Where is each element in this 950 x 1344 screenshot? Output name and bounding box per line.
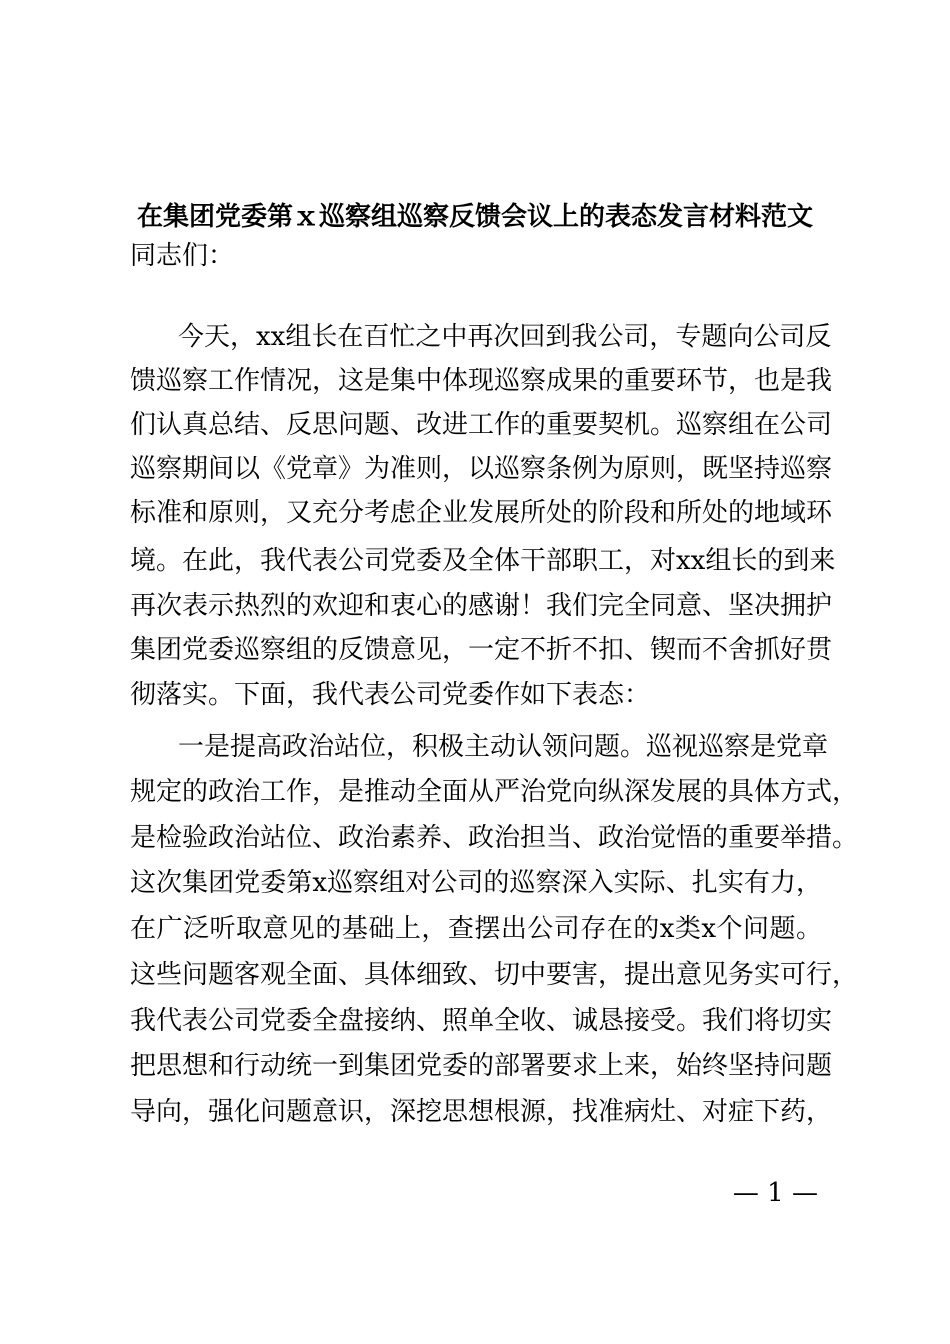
body-text-line: 是检验政治站位、政治素养、政治担当、政治觉悟的重要举措。 xyxy=(130,823,859,853)
body-text-line: 一是提高政治站位，积极主动认领问题。巡视巡察是党章 xyxy=(178,732,829,762)
body-text-line: 我代表公司党委全盘接纳、照单全收、诚恳接受。我们将切实 xyxy=(130,1006,833,1036)
page-title: 在集团党委第ｘ巡察组巡察反馈会议上的表态发言材料范文 xyxy=(136,202,813,232)
body-text-line: 导向，强化问题意识，深挖思想根源，找准病灶、对症下药， xyxy=(130,1097,833,1127)
page-number: — 1 — xyxy=(732,1178,818,1208)
body-text-line: 再次表示热烈的欢迎和衷心的感谢！我们完全同意、坚决拥护 xyxy=(130,591,833,621)
body-text-line: 彻落实。下面，我代表公司党委作如下表态： xyxy=(130,680,651,710)
body-text-line: 境。在此，我代表公司党委及全体干部职工，对xx组长的到来 xyxy=(130,546,836,576)
body-text-line: 这次集团党委第x巡察组对公司的巡察深入实际、扎实有力， xyxy=(130,868,822,898)
body-text-line: 标准和原则，又充分考虑企业发展所处的阶段和所处的地域环 xyxy=(130,498,833,528)
body-text-line: 今天，xx组长在百忙之中再次回到我公司，专题向公司反 xyxy=(178,322,832,352)
body-text-line: 馈巡察工作情况，这是集中体现巡察成果的重要环节，也是我 xyxy=(130,366,833,396)
salutation: 同志们： xyxy=(130,241,235,271)
body-text-line: 集团党委巡察组的反馈意见，一定不折不扣、锲而不舍抓好贯 xyxy=(130,635,833,665)
body-text-line: 把思想和行动统一到集团党委的部署要求上来，始终坚持问题 xyxy=(130,1051,833,1081)
body-text-line: 规定的政治工作，是推动全面从严治党向纵深发展的具体方式， xyxy=(130,777,859,807)
body-text-line: 巡察期间以《党章》为准则，以巡察条例为原则，既坚持巡察 xyxy=(130,454,833,484)
body-text-line: 在广泛听取意见的基础上，查摆出公司存在的x类x个问题。 xyxy=(130,914,822,944)
body-text-line: 们认真总结、反思问题、改进工作的重要契机。巡察组在公司 xyxy=(130,410,833,440)
body-text-line: 这些问题客观全面、具体细致、切中要害，提出意见务实可行， xyxy=(130,960,859,990)
